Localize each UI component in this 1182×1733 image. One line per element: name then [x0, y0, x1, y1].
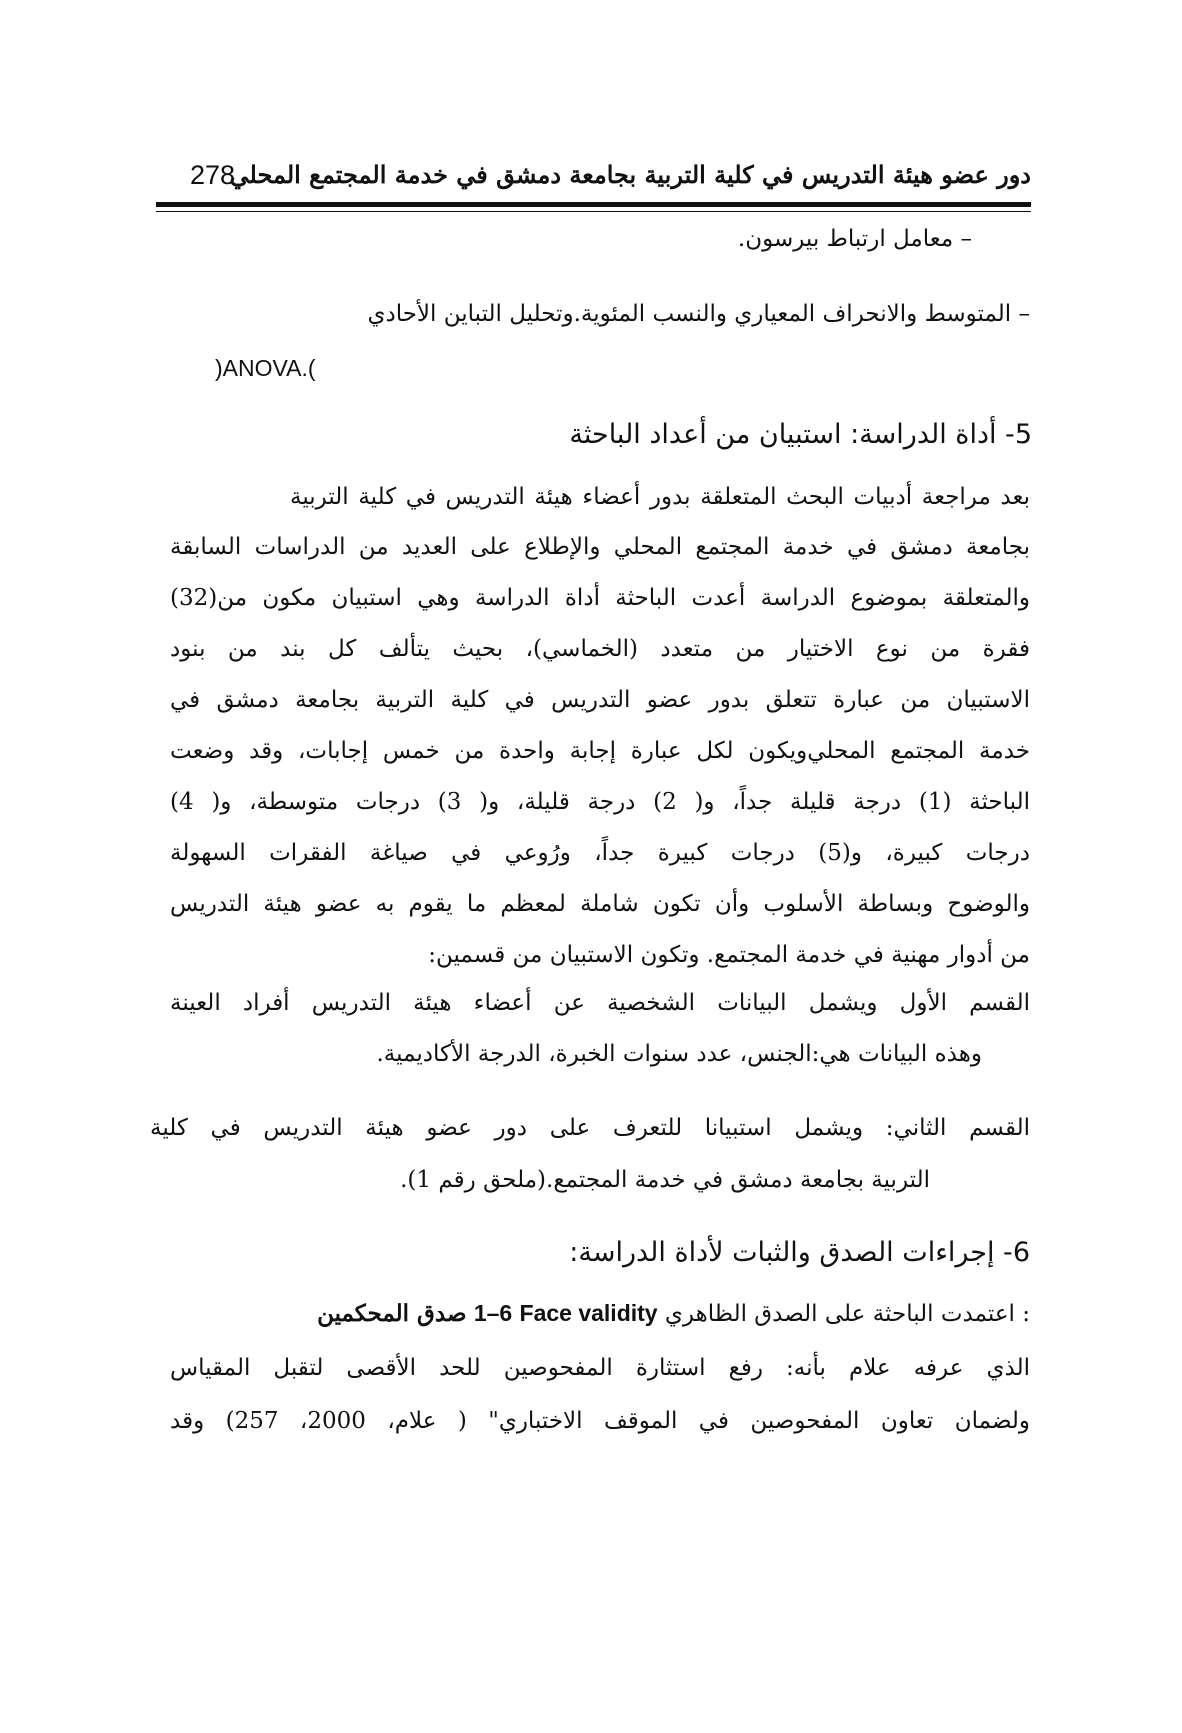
running-title: دور عضو هيئة التدريس في كلية التربية بجامعة دمشق في خدمة المجتمع المحلي: [229, 160, 1031, 189]
section-heading-5: 5- أداة الدراسة: استبيان من أعداد الباحثة: [569, 419, 1032, 450]
paragraph-line: خدمة المجتمع المحلي‌ويكون لكل عبارة إجابة واحدة من خمس إجابات، وقد وضعت: [170, 738, 1030, 764]
paragraph-line: والمتعلقة بموضوع الدراسة أعدت الباحثة أداة الدراسة وهي استبيان مكون من(32): [170, 585, 1030, 611]
section-2-line: القسم الثاني: ويشمل استبيانا للتعرف على دور عضو هيئة التدريس في كلية: [150, 1115, 1030, 1141]
paragraph-line: فقرة من نوع الاختيار من متعدد (الخماسي)، بحيث يتألف كل بند من بنود: [170, 636, 1030, 662]
definition-line: ولضمان تعاون المفحوصين في الموقف الاختباري" ( علام، 2000، 257) وقد: [170, 1408, 1031, 1434]
page-number: 278: [190, 160, 236, 190]
paragraph-line: من أدوار مهنية في خدمة المجتمع. وتكون الاستبيان من قسمين:: [428, 942, 1030, 968]
validity-colon: :: [1022, 1301, 1030, 1327]
section-heading-6: 6- إجراءات الصدق والثبات لأداة الدراسة:: [569, 1237, 1030, 1268]
paragraph-line: الاستبيان من عبارة تتعلق بدور عضو التدريس في كلية التربية بجامعة دمشق في: [170, 687, 1030, 713]
header-rule-thick: [156, 202, 1031, 207]
paragraph-line: درجات كبيرة، و(5) درجات كبيرة جداً، ورُوعي في صياغة الفقرات السهولة: [170, 840, 1030, 866]
paragraph-line: بجامعة دمشق في خدمة المجتمع المحلي والإطلاع على العديد من الدراسات السابقة: [170, 534, 1030, 560]
validity-number: 1–6: [473, 1300, 513, 1326]
anova-text: )ANOVA.(: [215, 355, 316, 381]
bullet-statistics: – المتوسط والانحراف المعياري والنسب المئوية.وتحليل التباين الأحادي: [367, 301, 1030, 327]
validity-latin: Face validity: [519, 1300, 658, 1326]
section-1-line: وهذه البيانات هي:الجنس، عدد سنوات الخبرة، الدرجة الأكاديمية.: [376, 1041, 982, 1067]
definition-line: الذي عرفه علام بأنه: رفع استثارة المفحوصين للحد الأقصى لتقبل المقياس: [170, 1355, 1030, 1381]
bullet-pearson: – معامل ارتباط بيرسون.: [737, 226, 972, 252]
section-2-line: التربية بجامعة دمشق في خدمة المجتمع.(ملحق رقم 1).: [400, 1167, 930, 1193]
paragraph-line: والوضوح وبساطة الأسلوب وأن تكون شاملة لمعظم ما يقوم به عضو هيئة التدريس: [170, 891, 1030, 917]
validity-text: اعتمدت الباحثة على الصدق الظاهري: [664, 1301, 1015, 1327]
page-header: [156, 150, 1031, 200]
header-rule-thin: [156, 211, 1031, 212]
paragraph-line: بعد مراجعة أدبيات البحث المتعلقة بدور أعضاء هيئة التدريس في كلية التربية: [290, 484, 1030, 510]
validity-line: [317, 1296, 1030, 1331]
validity-bold-title: صدق المحكمين: [317, 1300, 467, 1327]
paragraph-line: الباحثة (1) درجة قليلة جداً، و( 2) درجة قليلة، و( 3) درجات متوسطة، و( 4): [170, 789, 1030, 815]
section-1-line: القسم الأول ويشمل البيانات الشخصية عن أعضاء هيئة التدريس أفراد العينة: [170, 990, 1030, 1016]
